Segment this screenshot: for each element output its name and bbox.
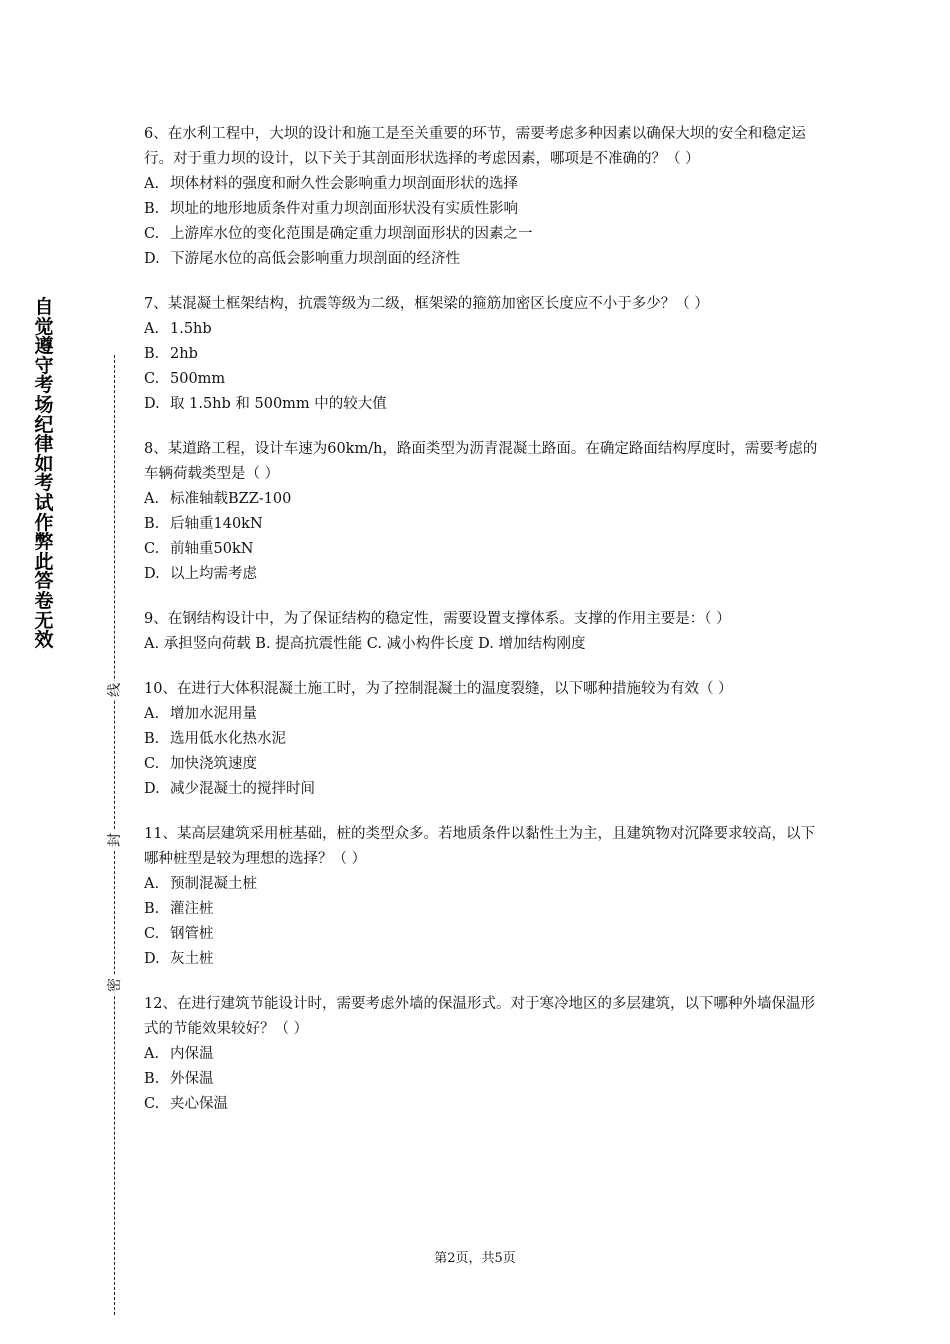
answer-option <box>144 317 824 342</box>
answer-option <box>144 702 824 727</box>
option-letter: C. <box>144 756 160 772</box>
answer-option <box>144 872 824 897</box>
option-text: 后轴重140kN <box>170 516 263 532</box>
option-letter: C. <box>144 371 160 387</box>
option-text: 上游库水位的变化范围是确定重力坝剖面形状的因素之一 <box>170 226 533 242</box>
answer-option <box>144 512 824 537</box>
binding-label-secret: 密 <box>107 978 123 992</box>
option-letter: A. <box>144 321 160 337</box>
question-text: 8、某道路工程，设计车速为60km/h，路面类型为沥青混凝土路面。在确定路面结构厚度时，需要考虑的车辆荷载类型是（ ） <box>144 441 818 482</box>
option-text: 下游尾水位的高低会影响重力坝剖面的经济性 <box>170 251 460 267</box>
option-letter: C. <box>144 226 160 242</box>
option-letter: A. <box>144 1046 160 1062</box>
option-text: 内保温 <box>170 1046 214 1062</box>
option-letter: D. <box>144 566 160 582</box>
option-text: 以上均需考虑 <box>170 566 257 582</box>
option-letter: B. <box>144 731 160 747</box>
option-text: 2hb <box>170 346 198 362</box>
answer-option <box>144 562 824 587</box>
question-block <box>144 677 824 802</box>
answer-option <box>144 777 824 802</box>
option-letter: A. <box>144 491 160 507</box>
question-block <box>144 822 824 972</box>
exam-discipline-notice: 自觉遵守考场纪律如考试作弊此答卷无效 <box>34 296 54 652</box>
question-block <box>144 437 824 587</box>
answer-option <box>144 392 824 417</box>
option-text: 预制混凝土桩 <box>170 876 257 892</box>
option-text: 减少混凝土的搅拌时间 <box>170 781 315 797</box>
question-list <box>144 122 824 1137</box>
option-letter: A. <box>144 176 160 192</box>
option-text: 夹心保温 <box>170 1096 228 1112</box>
option-letter: C. <box>144 926 160 942</box>
answer-option <box>144 367 824 392</box>
answer-option <box>144 172 824 197</box>
answer-option <box>144 727 824 752</box>
answer-option <box>144 752 824 777</box>
answer-option <box>144 1042 824 1067</box>
question-text: 12、在进行建筑节能设计时，需要考虑外墙的保温形式。对于寒冷地区的多层建筑，以下哪种外墙保温形式的节能效果较好？（ ） <box>144 996 815 1037</box>
answer-option <box>144 1067 824 1092</box>
option-text: 灰土桩 <box>170 951 214 967</box>
option-letter: C. <box>144 541 160 557</box>
option-text: 坝址的地形地质条件对重力坝剖面形状没有实质性影响 <box>170 201 518 217</box>
question-text: 9、在钢结构设计中，为了保证结构的稳定性，需要设置支撑体系。支撑的作用主要是：（ ） <box>144 611 731 627</box>
page-number-footer: 第2页，共5页 <box>434 1251 516 1266</box>
answer-option <box>144 897 824 922</box>
answer-option <box>144 222 824 247</box>
option-text: 前轴重50kN <box>170 541 254 557</box>
option-text: 外保温 <box>170 1071 214 1087</box>
option-text: 钢管桩 <box>170 926 214 942</box>
question-text: 7、某混凝土框架结构，抗震等级为二级，框架梁的箍筋加密区长度应不小于多少？（ ） <box>144 296 709 312</box>
answer-option <box>144 1092 824 1117</box>
option-text: 选用低水化热水泥 <box>170 731 286 747</box>
option-letter: D. <box>144 251 160 267</box>
option-letter: D. <box>144 951 160 967</box>
answer-option <box>144 247 824 272</box>
answer-option <box>144 197 824 222</box>
question-block <box>144 292 824 417</box>
option-letter: B. <box>144 1071 160 1087</box>
option-text: 增加水泥用量 <box>170 706 257 722</box>
option-text: 1.5hb <box>170 321 212 337</box>
answer-option <box>144 947 824 972</box>
answer-option <box>144 632 824 657</box>
option-letter: B. <box>144 516 160 532</box>
option-letter: C. <box>144 1096 160 1112</box>
question-block <box>144 122 824 272</box>
answer-option <box>144 922 824 947</box>
option-text: 加快浇筑速度 <box>170 756 257 772</box>
answer-option <box>144 537 824 562</box>
binding-label-seal: 封 <box>107 833 123 847</box>
option-letter: A. <box>144 876 160 892</box>
option-letter: D. <box>144 781 160 797</box>
option-letter: B. <box>144 346 160 362</box>
option-text: A. 承担竖向荷载 B. 提高抗震性能 C. 减小构件长度 D. 增加结构刚度 <box>144 636 586 652</box>
answer-option <box>144 487 824 512</box>
option-letter: B. <box>144 201 160 217</box>
question-block <box>144 992 824 1117</box>
question-text: 11、某高层建筑采用桩基础，桩的类型众多。若地质条件以黏性土为主，且建筑物对沉降要求较高，以下哪种桩型是较为理想的选择？（ ） <box>144 826 815 867</box>
option-text: 取 1.5hb 和 500mm 中的较大值 <box>170 396 387 412</box>
option-letter: D. <box>144 396 160 412</box>
option-text: 标准轴载BZZ-100 <box>170 491 292 507</box>
option-letter: B. <box>144 901 160 917</box>
option-letter: A. <box>144 706 160 722</box>
option-text: 灌注桩 <box>170 901 214 917</box>
question-text: 10、在进行大体积混凝土施工时，为了控制混凝土的温度裂缝，以下哪种措施较为有效（ ） <box>144 681 733 697</box>
binding-label-line: 线 <box>107 683 123 697</box>
question-text: 6、在水利工程中，大坝的设计和施工是至关重要的环节，需要考虑多种因素以确保大坝的安全和稳定运行。对于重力坝的设计，以下关于其剖面形状选择的考虑因素，哪项是不准确的？（ ） <box>144 126 806 167</box>
answer-option <box>144 342 824 367</box>
question-block <box>144 607 824 657</box>
option-text: 坝体材料的强度和耐久性会影响重力坝剖面形状的选择 <box>170 176 518 192</box>
option-text: 500mm <box>170 371 226 387</box>
